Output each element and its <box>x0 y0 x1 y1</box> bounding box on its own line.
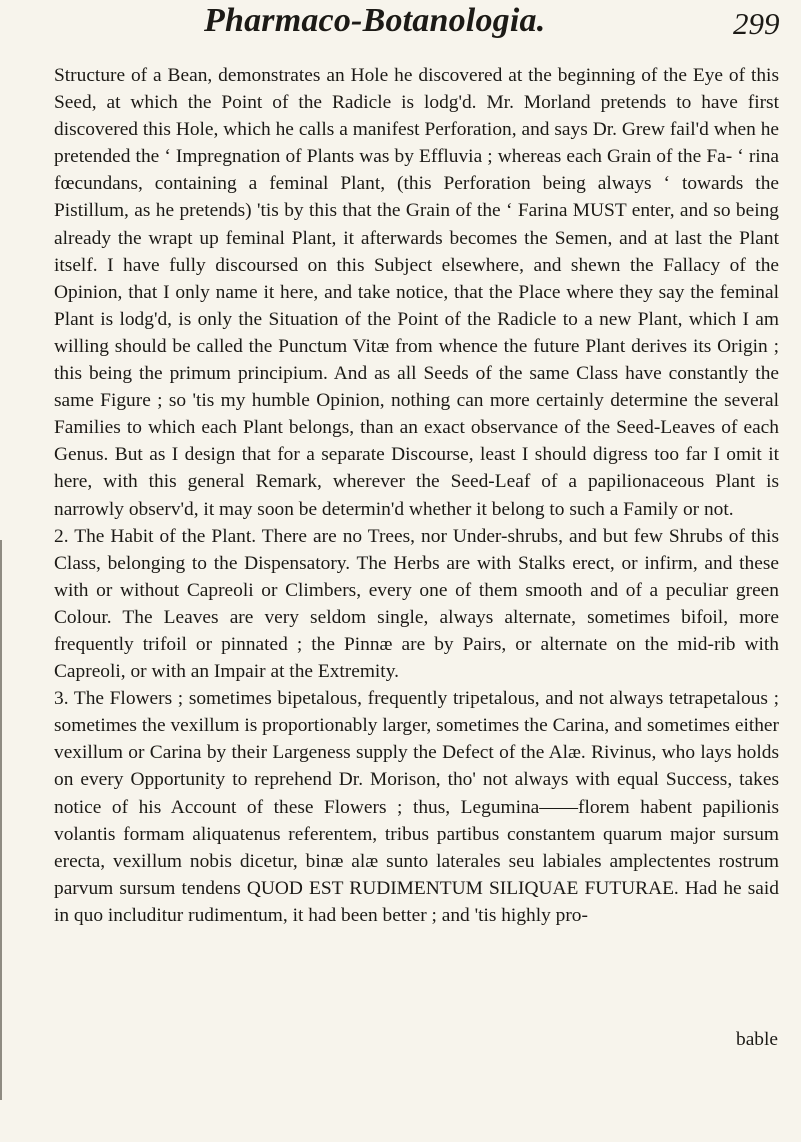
page-number: 299 <box>733 6 780 41</box>
paragraph: 2. The Habit of the Plant. There are no Trees, nor Under-shrubs, and but few Shrubs of this Class, belonging to the Dispensatory. The Herbs are with Stalks erect, or infirm, and these with or without Capreoli or Climbers, every one of them smooth and of a peculiar green Colour. The Leaves are very seldom single, always alternate, sometimes bifoil, more frequently trifoil or pinnated ; the Pinnæ are by Pairs, or alternate on the mid-rib with Capreoli, or with an Impair at the Extremity. <box>54 525 779 683</box>
page-header <box>0 0 801 50</box>
gutter-edge <box>0 540 2 1100</box>
catchword: bable <box>736 1029 778 1050</box>
body-text <box>54 62 779 929</box>
running-title: Pharmaco-Botanologia. <box>204 2 546 39</box>
paragraph: Structure of a Bean, demonstrates an Hole he discovered at the beginning of the Eye of this Seed, at which the Point of the Radicle is lodg'd. Mr. Morland pretends to have first discovered this Hole, which he calls a manifest Perforation, and says Dr. Grew fail'd when he pretended the ‘ Impregnation of Plants was by Effluvia ; whereas each Grain of the Fa- ‘ rina fœcundans, containing a feminal Plant, (this Perforation being always ‘ towards the Pistillum, as he pretends) 'tis by this that the Grain of the ‘ Farina MUST enter, and so being already the wrapt up feminal Plant, it afterwards becomes the Semen, and at last the Plant itself. I have fully discoursed on this Subject elsewhere, and shewn the Fallacy of the Opinion, that I only name it here, and take notice, that the Place where they say the feminal Plant is lodg'd, is only the Situation of the Point of the Radicle to a new Plant, which I am willing should be called the Punctum Vitæ from whence the future Plant derives its Origin ; this being the primum principium. And as all Seeds of the same Class have constantly the same Figure ; so 'tis my humble Opinion, nothing can more certainly determine the several Families to which each Plant belongs, than an exact observance of the Seed-Leaves of each Genus. But as I design that for a separate Discourse, least I should digress too far I omit it here, with this general Remark, wherever the Seed-Leaf of a papilionaceous Plant is narrowly observ'd, it may soon be determin'd whether it belong to such a Family or not. <box>54 65 779 520</box>
paragraph: 3. The Flowers ; sometimes bipetalous, frequently tripetalous, and not always tetrapetalous ; sometimes the vexillum is proportionably larger, sometimes the Carina, and sometimes either vexillum or Carina by their Largeness supply the Defect of the Alæ. Rivinus, who lays holds on every Opportunity to reprehend Dr. Morison, tho' not always with equal Success, takes notice of his Account of these Flowers ; thus, Legumina——florem habent papilionis volantis formam aliquatenus referentem, tribus partibus constantem quarum major sursum erecta, vexillum nobis dicetur, binæ alæ sunto laterales seu labiales amplectentes rostrum parvum sursum tendens QUOD EST RUDIMENTUM SILIQUAE FUTURAE. Had he said in quo includitur rudimentum, it had been better ; and 'tis highly pro- <box>54 688 779 926</box>
